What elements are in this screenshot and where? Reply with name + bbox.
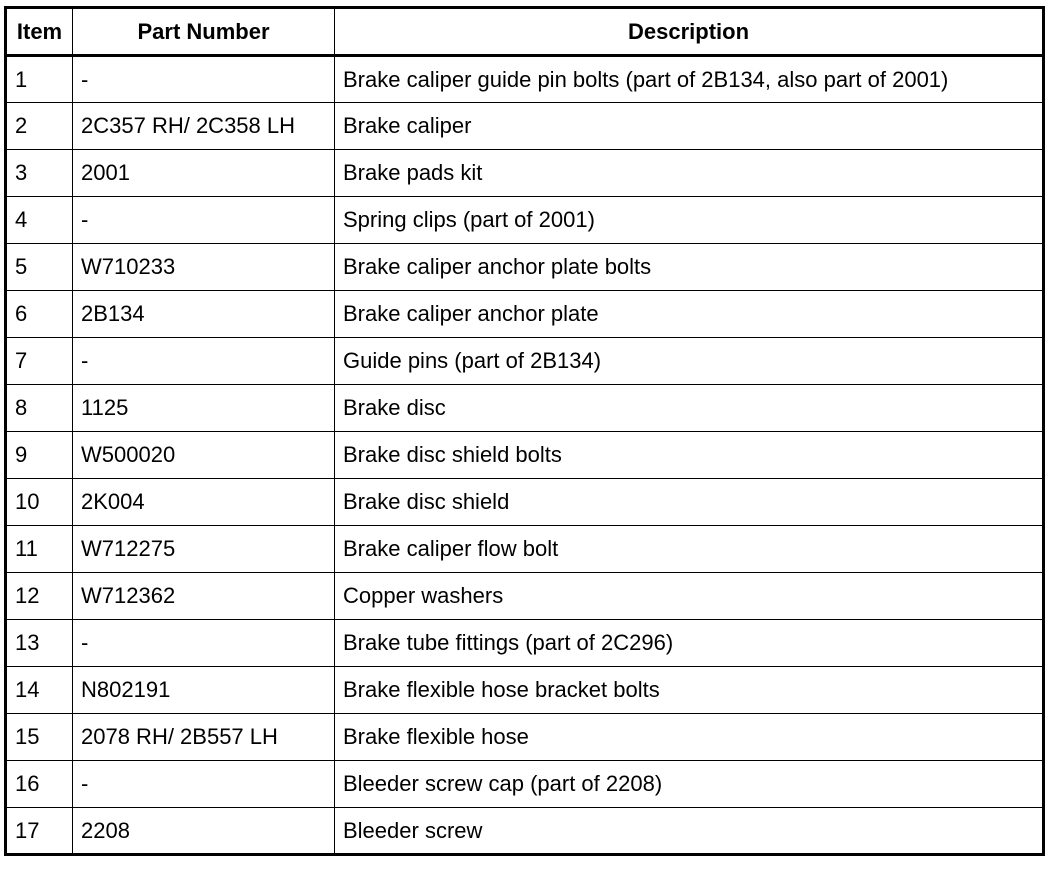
cell-item: 12: [6, 573, 73, 620]
cell-description: Brake pads kit: [335, 150, 1044, 197]
column-header-item: Item: [6, 8, 73, 56]
cell-description: Brake flexible hose bracket bolts: [335, 667, 1044, 714]
cell-item: 14: [6, 667, 73, 714]
cell-item: 15: [6, 714, 73, 761]
table-row: [6, 385, 1044, 432]
cell-part-number: -: [73, 56, 335, 103]
table-row: [6, 620, 1044, 667]
cell-item: 11: [6, 526, 73, 573]
cell-item: 3: [6, 150, 73, 197]
cell-description: Brake caliper anchor plate bolts: [335, 244, 1044, 291]
cell-part-number: -: [73, 761, 335, 808]
table-row: [6, 338, 1044, 385]
cell-description: Brake caliper guide pin bolts (part of 2B134, also part of 2001): [335, 56, 1044, 103]
cell-part-number: 2001: [73, 150, 335, 197]
table-row: [6, 761, 1044, 808]
cell-item: 8: [6, 385, 73, 432]
table-row: [6, 808, 1044, 855]
cell-item: 9: [6, 432, 73, 479]
table-row: [6, 197, 1044, 244]
cell-part-number: 2078 RH/ 2B557 LH: [73, 714, 335, 761]
cell-part-number: W712362: [73, 573, 335, 620]
cell-description: Brake tube fittings (part of 2C296): [335, 620, 1044, 667]
column-header-part-number: Part Number: [73, 8, 335, 56]
table-row: [6, 103, 1044, 150]
cell-description: Brake caliper flow bolt: [335, 526, 1044, 573]
cell-part-number: 1125: [73, 385, 335, 432]
cell-part-number: -: [73, 620, 335, 667]
cell-part-number: 2K004: [73, 479, 335, 526]
table-row: [6, 150, 1044, 197]
cell-description: Brake disc shield bolts: [335, 432, 1044, 479]
cell-item: 10: [6, 479, 73, 526]
cell-part-number: 2C357 RH/ 2C358 LH: [73, 103, 335, 150]
table-body: [6, 56, 1044, 855]
cell-item: 2: [6, 103, 73, 150]
cell-description: Guide pins (part of 2B134): [335, 338, 1044, 385]
cell-description: Bleeder screw: [335, 808, 1044, 855]
cell-item: 7: [6, 338, 73, 385]
cell-part-number: -: [73, 197, 335, 244]
table-row: [6, 432, 1044, 479]
table-row: [6, 526, 1044, 573]
cell-description: Brake disc shield: [335, 479, 1044, 526]
cell-description: Brake disc: [335, 385, 1044, 432]
cell-item: 1: [6, 56, 73, 103]
cell-item: 6: [6, 291, 73, 338]
cell-part-number: 2B134: [73, 291, 335, 338]
cell-description: Bleeder screw cap (part of 2208): [335, 761, 1044, 808]
cell-item: 13: [6, 620, 73, 667]
cell-description: Brake caliper: [335, 103, 1044, 150]
cell-item: 4: [6, 197, 73, 244]
table-row: [6, 56, 1044, 103]
cell-part-number: W712275: [73, 526, 335, 573]
cell-item: 16: [6, 761, 73, 808]
table-row: [6, 479, 1044, 526]
cell-description: Copper washers: [335, 573, 1044, 620]
cell-item: 17: [6, 808, 73, 855]
cell-description: Spring clips (part of 2001): [335, 197, 1044, 244]
table-row: [6, 714, 1044, 761]
table-row: [6, 244, 1044, 291]
table-row: [6, 573, 1044, 620]
table-row: [6, 667, 1044, 714]
cell-part-number: 2208: [73, 808, 335, 855]
table-header-row: [6, 8, 1044, 56]
cell-description: Brake flexible hose: [335, 714, 1044, 761]
cell-part-number: W500020: [73, 432, 335, 479]
cell-part-number: N802191: [73, 667, 335, 714]
cell-description: Brake caliper anchor plate: [335, 291, 1044, 338]
table-row: [6, 291, 1044, 338]
column-header-description: Description: [335, 8, 1044, 56]
parts-table: [4, 6, 1045, 856]
cell-part-number: -: [73, 338, 335, 385]
cell-part-number: W710233: [73, 244, 335, 291]
cell-item: 5: [6, 244, 73, 291]
